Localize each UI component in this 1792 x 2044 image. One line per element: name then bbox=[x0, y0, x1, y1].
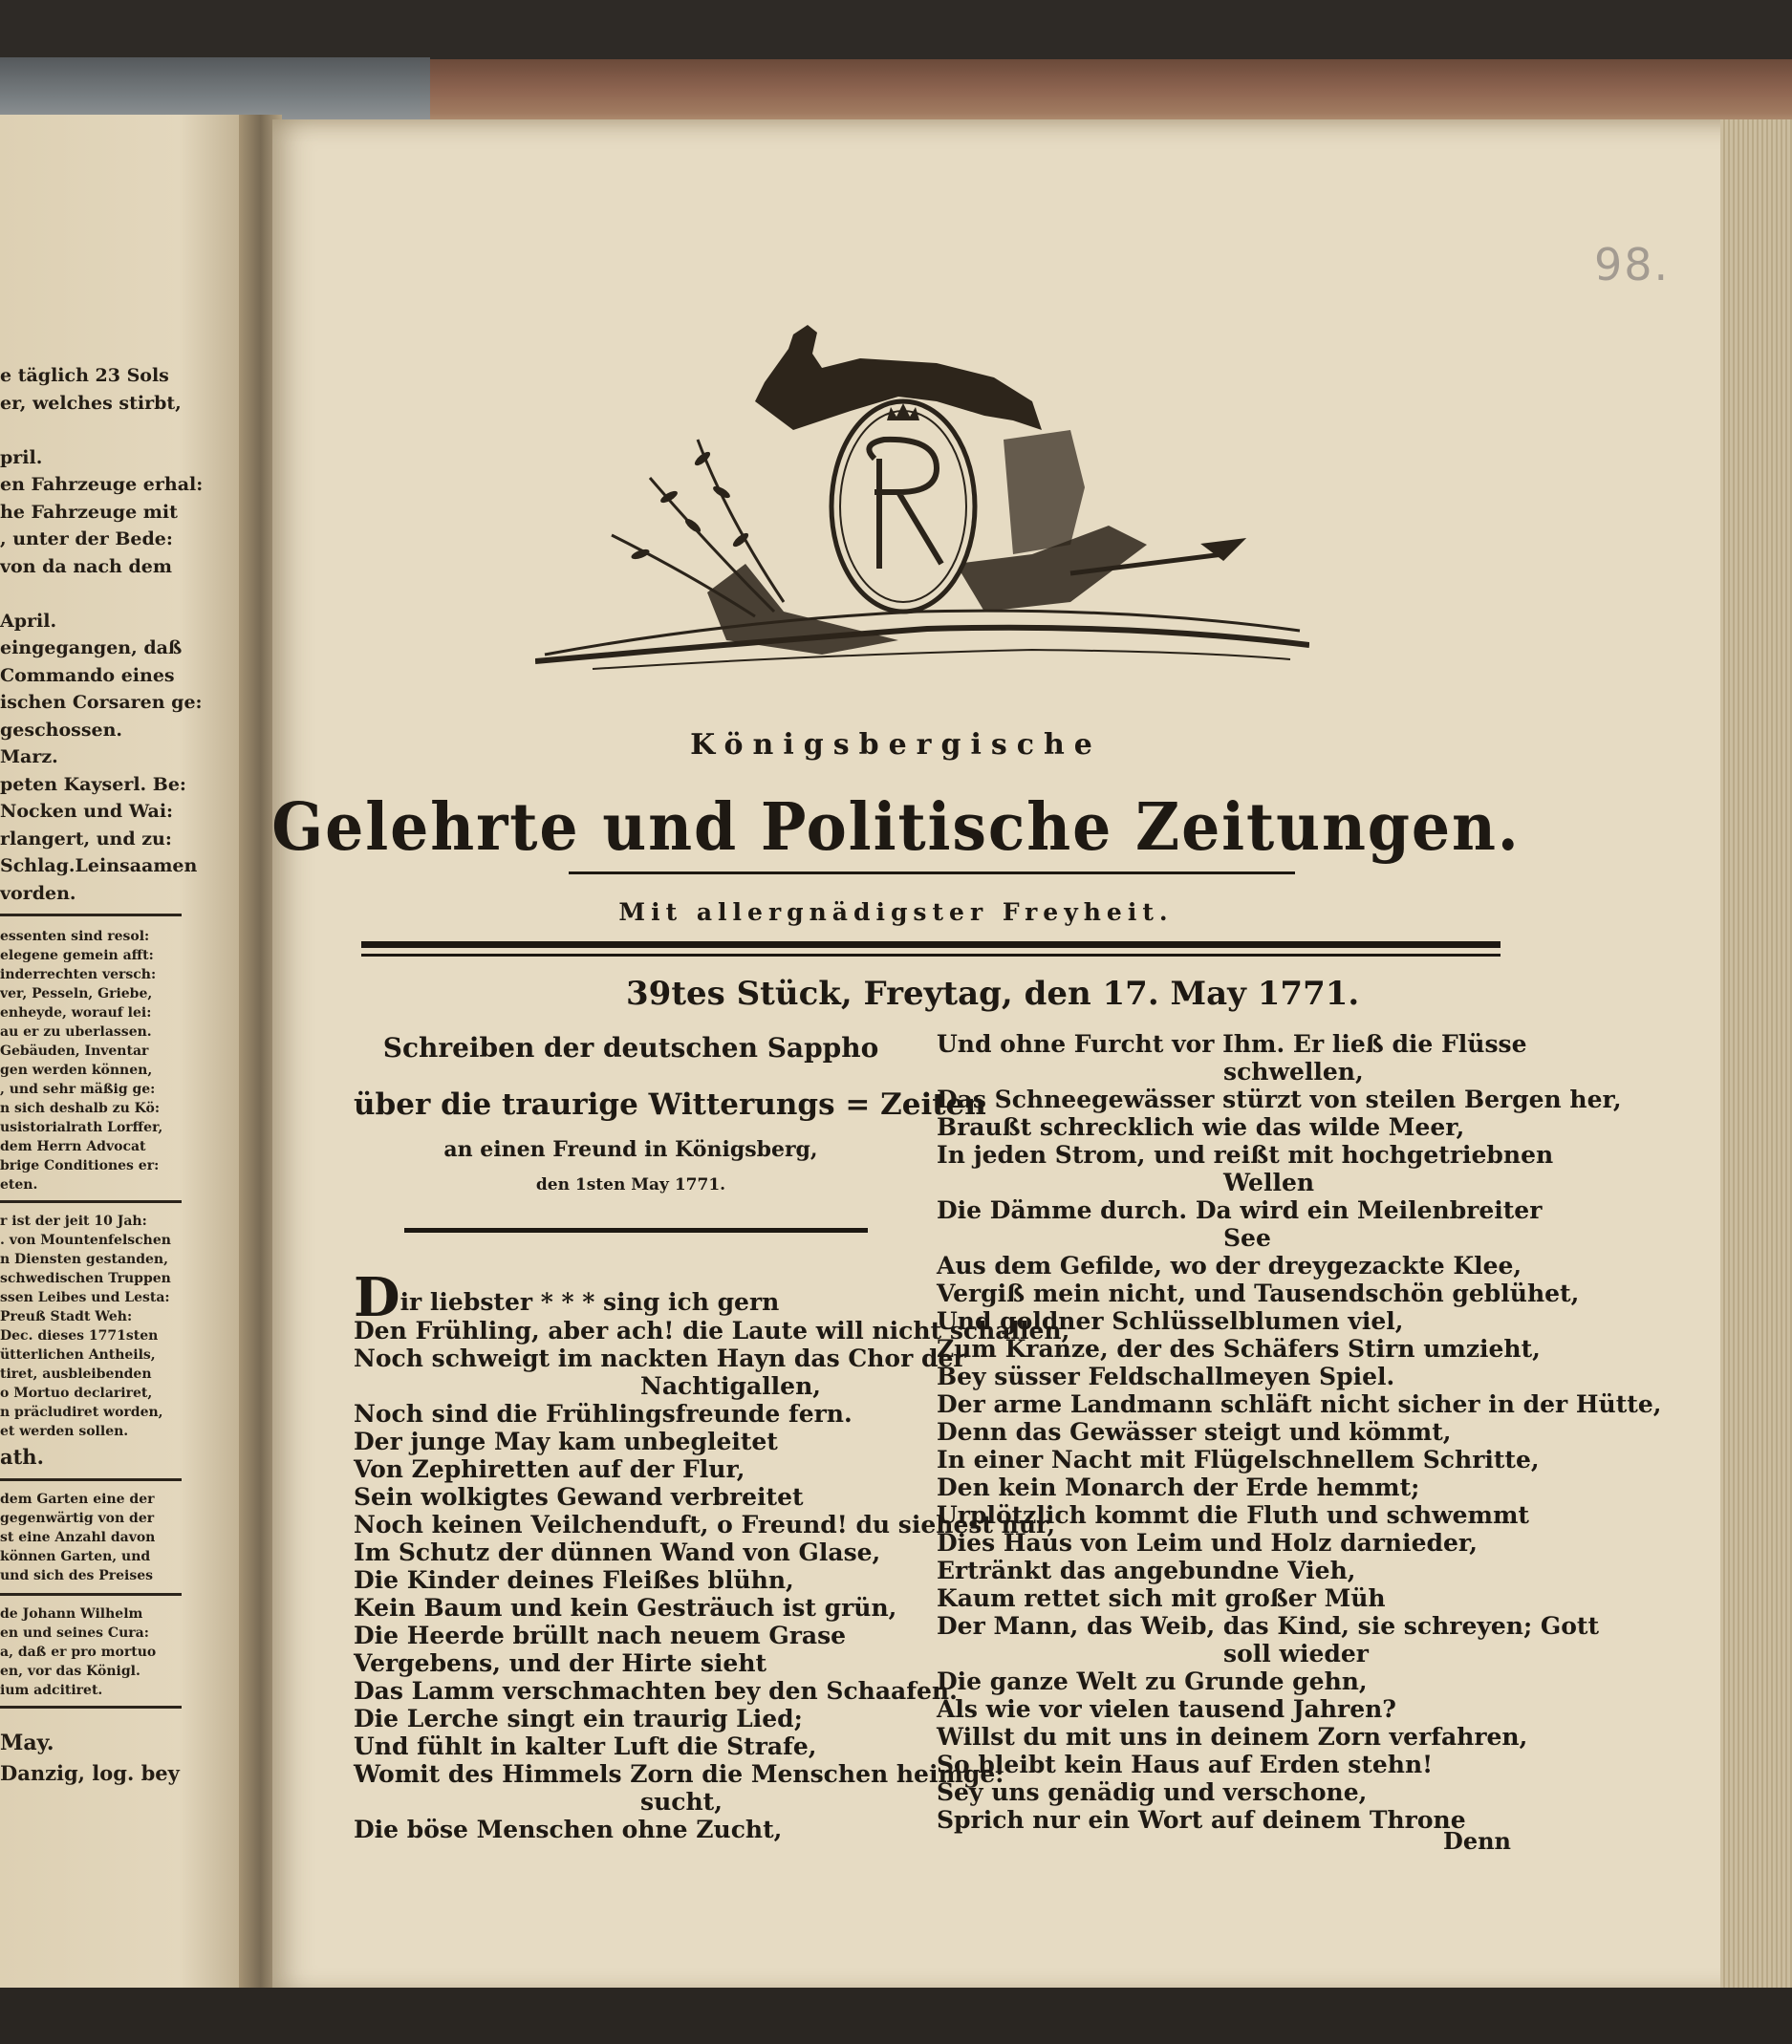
left-page-line: eingegangen, daß bbox=[0, 637, 183, 658]
left-page-line: , unter der Bede: bbox=[0, 528, 173, 549]
left-page-line: Preuß Stadt Weh: bbox=[0, 1309, 133, 1324]
left-page-line: , und sehr mäßig ge: bbox=[0, 1082, 156, 1097]
left-page-line: usistorialrath Lorffer, bbox=[0, 1120, 163, 1135]
poem-line: Die böse Menschen ohne Zucht, bbox=[354, 1816, 783, 1843]
poem-heading-line2: über die traurige Witterungs = Zeiten bbox=[354, 1087, 986, 1122]
left-page-line: a, daß er pro mortuo bbox=[0, 1645, 157, 1660]
drop-cap: D bbox=[354, 1266, 400, 1329]
left-page-line: tiret, ausbleibenden bbox=[0, 1366, 152, 1382]
left-page-line: en, vor das Königl. bbox=[0, 1664, 140, 1679]
heading-rule bbox=[404, 1228, 868, 1233]
left-page-rule bbox=[0, 1593, 182, 1596]
poem-line: Sprich nur ein Wort auf deinem Throne bbox=[937, 1806, 1466, 1834]
poem-line: Die Kinder deines Fleißes blühn, bbox=[354, 1566, 794, 1594]
left-page-line: essenten sind resol: bbox=[0, 929, 150, 944]
poem-right-column bbox=[937, 1030, 1662, 1834]
poem-line: Braußt schrecklich wie das wilde Meer, bbox=[937, 1113, 1465, 1141]
poem-line: Der arme Landmann schläft nicht sicher in der Hütte, bbox=[937, 1390, 1662, 1418]
left-page-line: r ist der jeit 10 Jah: bbox=[0, 1214, 147, 1229]
left-page-heading: Danzig, log. bey bbox=[0, 1761, 180, 1785]
poem-line: Noch keinen Veilchenduft, o Freund! du siehest nur, bbox=[354, 1511, 1056, 1538]
left-page-line: vorden. bbox=[0, 882, 76, 904]
title-rule bbox=[569, 871, 1295, 874]
left-page-line: Commando eines bbox=[0, 664, 175, 686]
poem-line: Und goldner Schlüsselblumen viel, bbox=[937, 1307, 1404, 1335]
left-page-line: April. bbox=[0, 610, 57, 632]
poem-line: In jeden Strom, und reißt mit hochgetriebnen bbox=[937, 1141, 1554, 1169]
left-page-line: inderrechten versch: bbox=[0, 967, 157, 982]
poem-line: Noch schweigt im nackten Hayn das Chor der bbox=[354, 1345, 966, 1372]
poem-line: sucht, bbox=[640, 1788, 723, 1816]
poem-line: Ertränkt das angebundne Vieh, bbox=[937, 1557, 1356, 1584]
poem-line: See bbox=[1223, 1224, 1271, 1252]
poem-line: Vergiß mein nicht, und Tausendschön geblühet, bbox=[937, 1280, 1580, 1307]
left-page bbox=[0, 115, 256, 1988]
poem-line: Urplötzlich kommt die Fluth und schwemmt bbox=[937, 1501, 1529, 1529]
left-page-rule bbox=[0, 1706, 182, 1709]
poem-heading-line3: an einen Freund in Königsberg, bbox=[443, 1137, 818, 1162]
left-page-line: o Mortuo declariret, bbox=[0, 1386, 153, 1401]
left-page-line: und sich des Preises bbox=[0, 1568, 154, 1583]
poem-line: Sey uns genädig und verschone, bbox=[937, 1778, 1368, 1806]
poem-line: Vergebens, und der Hirte sieht bbox=[354, 1649, 767, 1677]
poem-line: Wellen bbox=[1223, 1169, 1315, 1196]
poem-line: schwellen, bbox=[1223, 1058, 1364, 1086]
pre-title: Königsbergische bbox=[690, 728, 1102, 762]
left-page-line: gegenwärtig von der bbox=[0, 1511, 155, 1526]
crowned-monogram-emblem bbox=[535, 325, 1309, 707]
thin-rule bbox=[361, 954, 1501, 957]
poem-line: soll wieder bbox=[1223, 1640, 1369, 1667]
left-page-line: st eine Anzahl davon bbox=[0, 1530, 156, 1545]
left-page-line: brige Conditiones er: bbox=[0, 1158, 160, 1173]
poem-line: Den Frühling, aber ach! die Laute will nicht schallen, bbox=[354, 1317, 1070, 1345]
left-page-line: pril. bbox=[0, 446, 43, 468]
left-page-line: eten. bbox=[0, 1177, 38, 1193]
left-page-line: Nocken und Wai: bbox=[0, 801, 174, 822]
poem-line: Dies Haus von Leim und Holz darnieder, bbox=[937, 1529, 1478, 1557]
left-page-line: ver, Pesseln, Griebe, bbox=[0, 986, 153, 1001]
left-page-rule bbox=[0, 1478, 182, 1481]
poem-line: Von Zephiretten auf der Flur, bbox=[354, 1455, 745, 1483]
left-page-line: ütterlichen Antheils, bbox=[0, 1347, 156, 1363]
left-page-line: schwedischen Truppen bbox=[0, 1271, 171, 1286]
poem-line: Noch sind die Frühlingsfreunde fern. bbox=[354, 1400, 853, 1428]
page-number: 98. bbox=[1594, 239, 1671, 290]
left-page-line: ium adcitiret. bbox=[0, 1683, 103, 1698]
poem-line: Sein wolkigtes Gewand verbreitet bbox=[354, 1483, 804, 1511]
poem-line: Denn das Gewässer steigt und kömmt, bbox=[937, 1418, 1452, 1446]
poem-heading-date: den 1sten May 1771. bbox=[535, 1175, 726, 1194]
left-page-line: ischen Corsaren ge: bbox=[0, 692, 203, 713]
thick-rule bbox=[361, 941, 1501, 948]
left-page-line: Marz. bbox=[0, 746, 58, 767]
issue-line: 39tes Stück, Freytag, den 17. May 1771. bbox=[626, 975, 1360, 1013]
poem-line: Die Dämme durch. Da wird ein Meilenbreiter bbox=[937, 1196, 1543, 1224]
left-page-line: n präcludiret worden, bbox=[0, 1405, 163, 1420]
privilege-line: Mit allergnädigster Freyheit. bbox=[618, 898, 1174, 926]
poem-line: Die Heerde brüllt nach neuem Grase bbox=[354, 1622, 847, 1649]
left-page-line: n Diensten gestanden, bbox=[0, 1252, 168, 1267]
bottom-shadow bbox=[0, 1988, 1792, 2044]
poem-line: Und ohne Furcht vor Ihm. Er ließ die Flüsse bbox=[937, 1030, 1527, 1058]
left-page-heading: ath. bbox=[0, 1445, 44, 1469]
poem-line: Als wie vor vielen tausend Jahren? bbox=[937, 1695, 1396, 1723]
left-page-line: en Fahrzeuge erhal: bbox=[0, 474, 204, 495]
left-page-line: elegene gemein afft: bbox=[0, 948, 154, 963]
left-page-line: Gebäuden, Inventar bbox=[0, 1044, 149, 1059]
poem-line: Der Mann, das Weib, das Kind, sie schreyen; Gott bbox=[937, 1612, 1600, 1640]
page-edges bbox=[1720, 119, 1792, 1997]
poem-line: Im Schutz der dünnen Wand von Glase, bbox=[354, 1538, 881, 1566]
left-page-line: können Garten, und bbox=[0, 1549, 151, 1564]
poem-line: So bleibt kein Haus auf Erden stehn! bbox=[937, 1751, 1434, 1778]
left-page-line: rlangert, und zu: bbox=[0, 828, 172, 850]
left-page-line: enheyde, worauf lei: bbox=[0, 1005, 152, 1021]
left-page-line: dem Garten eine der bbox=[0, 1492, 155, 1507]
poem-heading-line1: Schreiben der deutschen Sappho bbox=[382, 1032, 879, 1064]
left-page-line: dem Herrn Advocat bbox=[0, 1139, 146, 1154]
poem-line: Das Lamm verschmachten bey den Schaafen. bbox=[354, 1677, 958, 1705]
poem-line: Die Lerche singt ein traurig Lied; bbox=[354, 1705, 803, 1732]
poem-line: Das Schneegewässer stürzt von steilen Bergen her, bbox=[937, 1086, 1622, 1113]
left-page-line: en und seines Cura: bbox=[0, 1625, 149, 1641]
poem-line: Zum Kranze, der des Schäfers Stirn umzieht, bbox=[937, 1335, 1541, 1363]
left-page-line: er, welches stirbt, bbox=[0, 392, 182, 414]
left-page-line: au er zu uberlassen. bbox=[0, 1024, 152, 1040]
left-page-line: von da nach dem bbox=[0, 555, 172, 577]
poem-line: Den kein Monarch der Erde hemmt; bbox=[937, 1474, 1420, 1501]
catchword: Denn bbox=[1443, 1827, 1511, 1855]
left-page-line: Schlag.Leinsaamen bbox=[0, 855, 198, 876]
poem-line: Kaum rettet sich mit großer Müh bbox=[937, 1584, 1386, 1612]
left-page-line: he Fahrzeuge mit bbox=[0, 501, 178, 523]
left-page-line: peten Kayserl. Be: bbox=[0, 773, 186, 795]
left-page-line: ssen Leibes und Lesta: bbox=[0, 1290, 170, 1305]
poem-first-line bbox=[354, 1266, 927, 1329]
poem-line: Womit des Himmels Zorn die Menschen heimge: bbox=[354, 1760, 1004, 1788]
poem-line: Bey süsser Feldschallmeyen Spiel. bbox=[937, 1363, 1395, 1390]
first-line-text: ir liebster * * * sing ich gern bbox=[399, 1288, 780, 1316]
newspaper-title: Gelehrte und Politische Zeitungen. bbox=[271, 789, 1521, 866]
left-page-line: Dec. dieses 1771sten bbox=[0, 1328, 159, 1344]
left-page-line: geschossen. bbox=[0, 719, 123, 741]
poem-left-column bbox=[354, 1266, 1070, 1843]
poem-line: Nachtigallen, bbox=[640, 1372, 821, 1400]
poem-line: Die ganze Welt zu Grunde gehn, bbox=[937, 1667, 1368, 1695]
poem-line: Der junge May kam unbegleitet bbox=[354, 1428, 778, 1455]
left-page-line: . von Mountenfelschen bbox=[0, 1233, 171, 1248]
left-page-line: de Johann Wilhelm bbox=[0, 1606, 143, 1622]
left-page-line: et werden sollen. bbox=[0, 1424, 129, 1439]
poem-line: Und fühlt in kalter Luft die Strafe, bbox=[354, 1732, 817, 1760]
left-page-line: e täglich 23 Sols bbox=[0, 365, 169, 386]
left-page-line: n sich deshalb zu Kö: bbox=[0, 1101, 161, 1116]
poem-line: Kein Baum und kein Gesträuch ist grün, bbox=[354, 1594, 897, 1622]
poem-line: In einer Nacht mit Flügelschnellem Schritte, bbox=[937, 1446, 1540, 1474]
left-page-line: gen werden können, bbox=[0, 1063, 153, 1078]
left-page-heading: May. bbox=[0, 1731, 54, 1755]
poem-line: Aus dem Gefilde, wo der dreygezackte Klee, bbox=[937, 1252, 1522, 1280]
poem-line: Willst du mit uns in deinem Zorn verfahren, bbox=[937, 1723, 1528, 1751]
left-page-rule bbox=[0, 1200, 182, 1203]
